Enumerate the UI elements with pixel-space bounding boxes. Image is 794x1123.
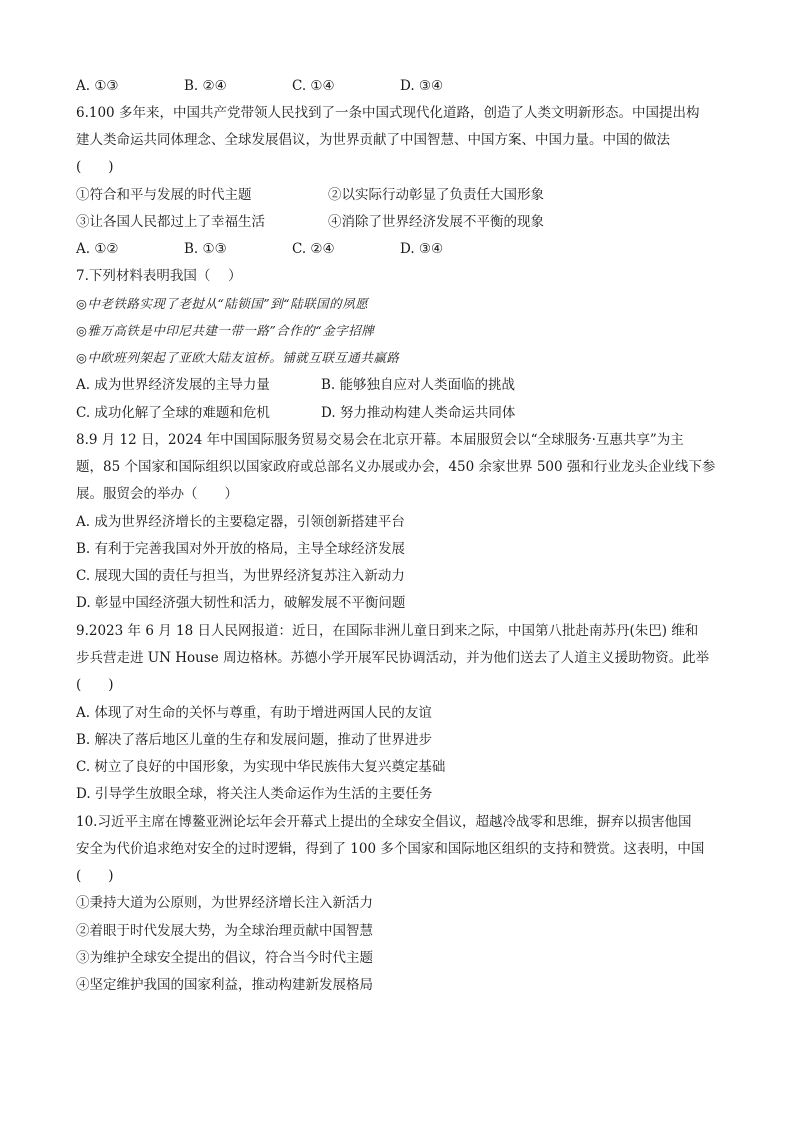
q6-option-a: A. ①② <box>76 241 119 257</box>
q6-answer-bracket: ( ) <box>76 159 114 175</box>
q6-item-3: ③让各国人民都过上了幸福生活 <box>76 214 265 230</box>
q10-item-1: ①秉持大道为公原则，为世界经济增长注入新活力 <box>76 895 373 911</box>
q6-options <box>76 240 508 258</box>
q6-item-4: ④消除了世界经济发展不平衡的现象 <box>328 214 544 230</box>
q7-option-d: D. 努力推动构建人类命运共同体 <box>321 405 516 421</box>
q6-items-row-2 <box>76 213 544 231</box>
q7-material-2: ◎雅万高铁是中印尼共建一带一路”合作的“金字招牌 <box>76 323 375 338</box>
q6-option-b: B. ①③ <box>184 241 227 257</box>
q5-option-a: A. ①③ <box>76 78 119 94</box>
q10-item-2: ②着眼于时代发展大势，为全球治理贡献中国智慧 <box>76 923 373 939</box>
q8-option-c: C. 展现大国的责任与担当，为世界经济复苏注入新动力 <box>76 568 405 584</box>
q6-stem-line-1: 6.100 多年来，中国共产党带领人民找到了一条中国式现代化道路，创造了人类文明新形态。中国提出构 <box>76 105 700 121</box>
q5-option-d: D. ③④ <box>400 78 444 94</box>
q10-answer-bracket: ( ) <box>76 868 114 884</box>
q9-option-b: B. 解决了落后地区儿童的生存和发展问题，推动了世界进步 <box>76 732 433 748</box>
q7-material-3: ◎中欧班列架起了亚欧大陆友谊桥。铺就互联互通共赢路 <box>76 350 400 365</box>
q9-option-c: C. 树立了良好的中国形象，为实现中华民族伟大复兴奠定基础 <box>76 759 446 775</box>
q10-stem-line-2: 安全为代价追求绝对安全的过时逻辑，得到了 100 多个国家和国际地区组织的支持和赞赏。这表明，中国 <box>76 841 705 857</box>
q8-stem-line-1: 8.9 月 12 日，2024 年中国国际服务贸易交易会在北京开幕。本届服贸会以“全球服务·互惠共享”为主 <box>76 432 684 448</box>
q10-item-3: ③为维护全球安全提出的倡议，符合当今时代主题 <box>76 950 373 966</box>
q8-stem-line-2: 题，85 个国家和国际组织以国家政府或总部名义办展或办会，450 余家世界 500 强和行业龙头企业线下参 <box>76 459 716 475</box>
q9-stem-line-1: 9.2023 年 6 月 18 日人民网报道：近日，在国际非洲儿童日到来之际，中国第八批赴南苏丹(朱巴) 维和 <box>76 623 699 639</box>
q6-stem-line-2: 建人类命运共同体理念、全球发展倡议，为世界贡献了中国智慧、中国方案、中国力量。中国的做法 <box>76 132 670 148</box>
q5-option-c: C. ①④ <box>292 78 335 94</box>
q6-items-row-1 <box>76 186 544 204</box>
q9-answer-bracket: ( ) <box>76 677 114 693</box>
q7-options-row-1 <box>76 376 515 394</box>
q6-item-2: ②以实际行动彰显了负责任大国形象 <box>328 187 544 203</box>
q10-item-4: ④坚定维护我国的国家利益，推动构建新发展格局 <box>76 977 373 993</box>
q8-option-b: B. 有利于完善我国对外开放的格局，主导全球经济发展 <box>76 541 406 557</box>
q7-options-row-2 <box>76 404 515 422</box>
q9-option-a: A. 体现了对生命的关怀与尊重，有助于增进两国人民的友谊 <box>76 705 432 721</box>
q10-stem-line-1: 10.习近平主席在博鳌亚洲论坛年会开幕式上提出的全球安全倡议，超越冷战零和思维，摒弃以损害他国 <box>76 814 692 830</box>
q7-option-a: A. 成为世界经济发展的主导力量 <box>76 377 270 393</box>
q8-option-a: A. 成为世界经济增长的主要稳定器，引领创新搭建平台 <box>76 514 405 530</box>
q8-stem-line-3: 展。服贸会的举办（ ） <box>76 486 238 502</box>
q6-option-d: D. ③④ <box>400 241 444 257</box>
q9-option-d: D. 引导学生放眼全球，将关注人类命运作为生活的主要任务 <box>76 786 433 802</box>
q7-stem: 7.下列材料表明我国（ ） <box>76 268 242 284</box>
q5-options <box>76 77 508 95</box>
q5-option-b: B. ②④ <box>184 78 227 94</box>
q6-option-c: C. ②④ <box>292 241 335 257</box>
q7-material-1: ◎中老铁路实现了老挝从“陆锁国”到“陆联国的夙愿 <box>76 296 369 311</box>
q9-stem-line-2: 步兵营走进 UN House 周边格林。苏德小学开展军民协调活动，并为他们送去了人道主义援助物资。此举 <box>76 650 710 666</box>
q8-option-d: D. 彰显中国经济强大韧性和活力，破解发展不平衡问题 <box>76 595 406 611</box>
q7-option-c: C. 成功化解了全球的难题和危机 <box>76 405 270 421</box>
q7-option-b: B. 能够独自应对人类面临的挑战 <box>321 377 516 393</box>
q6-item-1: ①符合和平与发展的时代主题 <box>76 187 252 203</box>
